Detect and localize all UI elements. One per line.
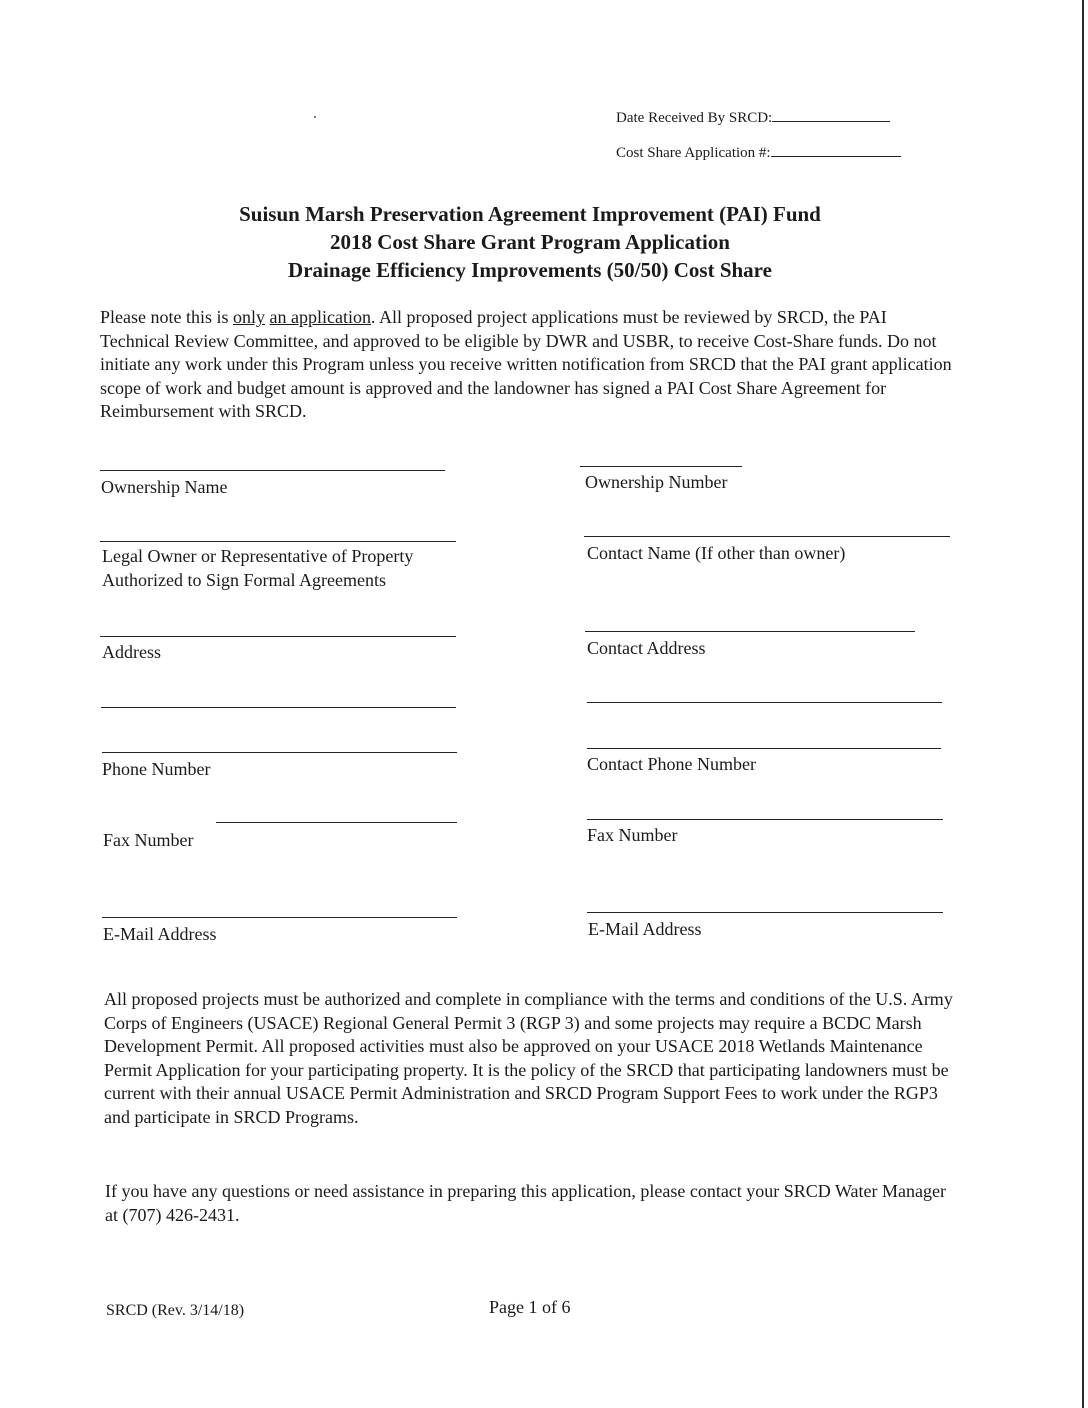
date-received-label: Date Received By SRCD: — [616, 110, 773, 126]
intro-body: . All proposed project applications must be reviewed by SRCD, the PAI Technical Review Committee, and approved to be eligible by DWR and USBR, to receive Cost-Share funds. Do not initiate any work under this Program unless you receive written notification from SRCD that the PAI grant application scope of work and budget amount is approved and the landowner has signed a PAI Cost Share Agreement for Reimbursement with SRCD. — [100, 307, 952, 421]
contact-name-line[interactable] — [584, 536, 950, 537]
contact-name-label: Contact Name (If other than owner) — [587, 543, 846, 563]
contact-fax-line[interactable] — [587, 819, 943, 820]
contact-fax-label: Fax Number — [587, 825, 678, 845]
ownership-number-line[interactable] — [580, 466, 742, 467]
contact-email-line[interactable] — [587, 912, 943, 913]
intro-prefix: Please note this is — [100, 307, 229, 327]
phone-number-label: Phone Number — [102, 759, 211, 779]
application-number-field — [616, 142, 901, 162]
document-title — [150, 200, 910, 284]
phone-number-line[interactable] — [102, 752, 457, 753]
application-number-label: Cost Share Application #: — [616, 145, 771, 161]
ownership-name-label: Ownership Name — [101, 477, 228, 497]
scan-edge — [1082, 0, 1084, 1408]
title-line-2: 2018 Cost Share Grant Program Application — [330, 230, 730, 254]
contact-note: If you have any questions or need assistance in preparing this application, please contact your SRCD Water Manager at (707) 426-2431. — [105, 1181, 946, 1225]
legal-owner-label: Legal Owner or Representative of Property — [102, 546, 414, 566]
email-line[interactable] — [102, 917, 457, 918]
contact-address-label: Contact Address — [587, 638, 706, 658]
email-label: E-Mail Address — [103, 924, 217, 944]
ownership-number-label: Ownership Number — [585, 472, 728, 492]
contact-phone-line[interactable] — [587, 748, 941, 749]
contact-address-line[interactable] — [585, 631, 915, 632]
legal-owner-line[interactable] — [100, 541, 456, 542]
legal-owner-label-line-2: Authorized to Sign Formal Agreements — [102, 570, 386, 590]
compliance-paragraph: All proposed projects must be authorized and complete in compliance with the terms and conditions of the U.S. Army Corps of Engineers (USACE) Regional General Permit 3 (RGP 3) and some projects may require a BCDC Marsh Development Permit. All proposed activities must also be approved on your USACE 2018 Wetlands Maintenance Permit Application for your participating property. It is the policy of the SRCD that participating landowners must be current with their annual USACE Permit Administration and SRCD Program Support Fees to work under the RGP3 and participate in SRCD Programs. — [104, 989, 953, 1127]
page-number: Page 1 of 6 — [489, 1297, 571, 1317]
intro-emphasis-application: an application — [269, 307, 371, 327]
application-number-line[interactable] — [771, 142, 901, 157]
contact-phone-label: Contact Phone Number — [587, 754, 756, 774]
scan-speck — [314, 116, 316, 118]
revision-footer: SRCD (Rev. 3/14/18) — [106, 1302, 245, 1319]
fax-number-label: Fax Number — [103, 830, 194, 850]
address-line[interactable] — [100, 636, 456, 637]
fax-number-line[interactable] — [216, 822, 457, 823]
title-line-1: Suisun Marsh Preservation Agreement Improvement (PAI) Fund — [239, 202, 821, 226]
ownership-name-line[interactable] — [100, 470, 445, 471]
intro-emphasis-only: only — [233, 307, 266, 327]
contact-address-second-line[interactable] — [587, 702, 942, 703]
intro-paragraph — [100, 306, 960, 424]
contact-email-label: E-Mail Address — [588, 919, 702, 939]
address-label: Address — [102, 642, 161, 662]
address-second-line[interactable] — [101, 707, 456, 708]
date-received-line[interactable] — [772, 107, 890, 122]
date-received-field — [616, 107, 890, 127]
title-line-3: Drainage Efficiency Improvements (50/50) Cost Share — [288, 258, 772, 282]
